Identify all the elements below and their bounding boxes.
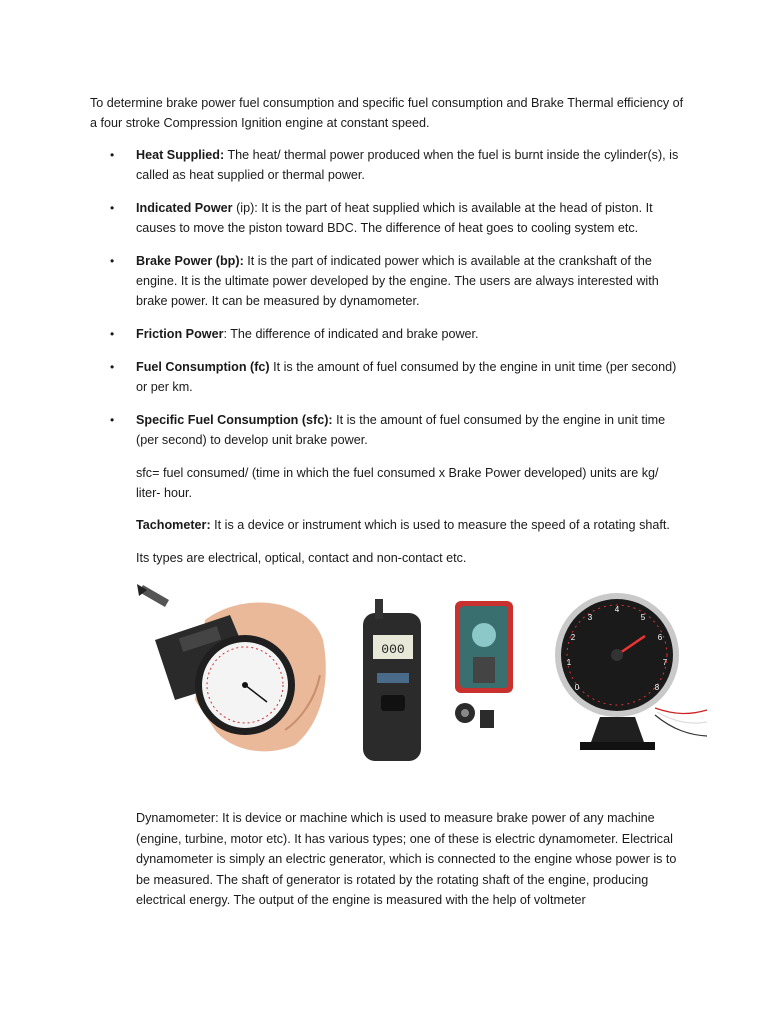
types-paragraph: Its types are electrical, optical, contact and non-contact etc. <box>136 551 467 565</box>
bullet-icon: • <box>110 254 115 268</box>
tachometer-paragraph <box>136 515 684 535</box>
term: Heat Supplied: <box>136 148 225 162</box>
gauge-number: 5 <box>640 613 646 622</box>
definition: (ip): It is the part of heat supplied which is available at the head of piston. It causes to move the piston toward BDC. The difference of heat goes to cooling system etc. <box>136 201 653 235</box>
gauge-number: 2 <box>570 633 576 642</box>
term: Specific Fuel Consumption (sfc): <box>136 413 333 427</box>
list-item <box>110 324 690 344</box>
definition: It is a device or instrument which is used to measure the speed of a rotating shaft. <box>210 518 670 532</box>
gauge-number: 1 <box>566 658 572 667</box>
bullet-icon: • <box>110 360 115 374</box>
bullet-icon: • <box>110 148 115 162</box>
list-item <box>110 357 690 397</box>
definition: It is the amount of fuel consumed by the engine in unit time (per second) or per km. <box>136 360 677 394</box>
digital-tachometer-image <box>355 595 520 765</box>
automotive-tachometer-gauge-image <box>545 590 710 765</box>
definition: It is the part of indicated power which is available at the crankshaft of the engine. It is the ultimate power developed by the engine. The users are always interested with brake power. It can be measured by dynamometer. <box>136 254 659 308</box>
term: Brake Power (bp): <box>136 254 244 268</box>
digital-display-text: 000 <box>381 642 405 657</box>
list-item <box>110 410 690 450</box>
term: Fuel Consumption (fc) <box>136 360 270 374</box>
sfc-formula: sfc= fuel consumed/ (time in which the fuel consumed x Brake Power developed) units are kg/ liter- hour. <box>136 466 659 500</box>
gauge-number: 8 <box>654 683 660 692</box>
definition: The heat/ thermal power produced when the fuel is burnt inside the cylinder(s), is called as heat supplied or thermal power. <box>136 148 679 182</box>
intro-paragraph: To determine brake power fuel consumption and specific fuel consumption and Brake Thermal efficiency of a four stroke Compression Ignition engine at constant speed. <box>90 96 684 130</box>
definition: It is the amount of fuel consumed by the engine in unit time (per second) to develop unit brake power. <box>136 413 666 447</box>
analog-hand-tachometer-image <box>135 580 330 755</box>
dynamometer-paragraph: Dynamometer: It is device or machine which is used to measure brake power of any machine (engine, turbine, motor etc). It has various types; one of these is electric dynamometer. Electrical dynamometer is simply an electric generator, which is connected to the engine whose power is to be measured. The shaft of generator is rotated by the rotating shaft of the engine, producing electrical energy. The output of the engine is measured with the help of voltmeter <box>136 811 677 907</box>
bullet-icon: • <box>110 413 115 427</box>
gauge-number: 6 <box>657 633 663 642</box>
bullet-icon: • <box>110 201 115 215</box>
bullet-icon: • <box>110 327 115 341</box>
gauge-number: 3 <box>587 613 593 622</box>
term: Indicated Power <box>136 201 233 215</box>
list-item <box>110 198 690 238</box>
definition-list <box>110 145 690 463</box>
definition: : The difference of indicated and brake power. <box>223 327 479 341</box>
list-item <box>110 145 690 185</box>
term: Tachometer: <box>136 518 211 532</box>
gauge-number: 7 <box>662 658 668 667</box>
term: Friction Power <box>136 327 224 341</box>
gauge-number: 0 <box>574 683 580 692</box>
list-item <box>110 251 690 311</box>
gauge-number: 4 <box>614 605 620 614</box>
